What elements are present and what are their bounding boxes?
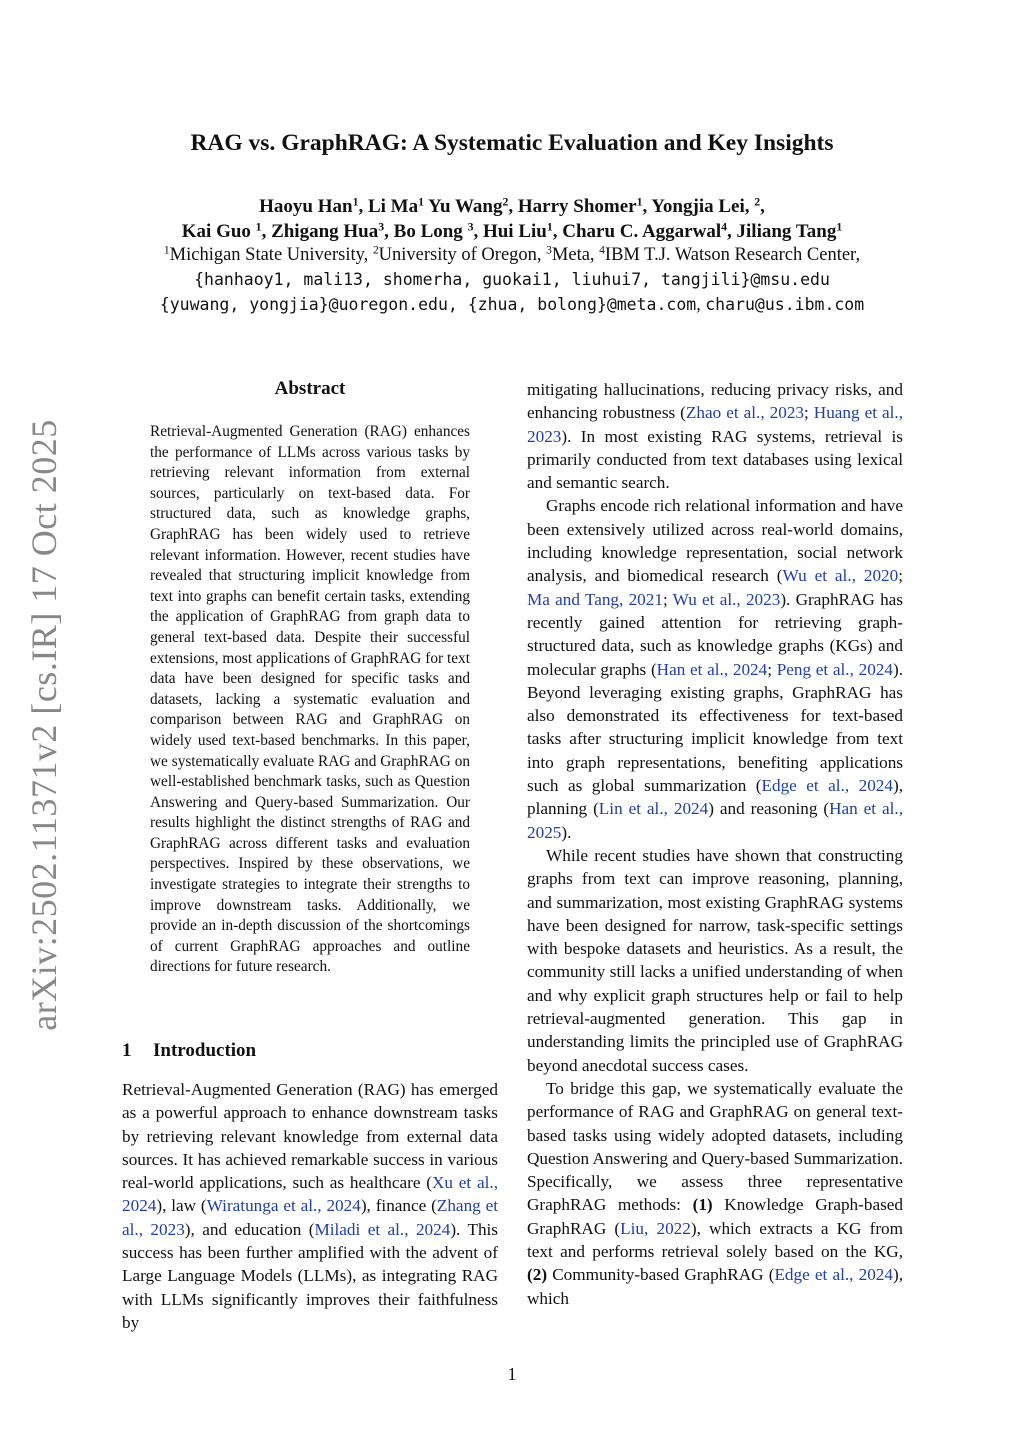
citation-link[interactable]: Wu et al., 2020 [782,566,899,586]
abstract-heading: Abstract [274,378,346,399]
citation-link[interactable]: Huang et al., 2023 [527,403,904,446]
citation-link[interactable]: Miladi et al., 2024 [314,1219,451,1239]
citation-link[interactable]: Zhang et al., 2023 [122,1196,499,1239]
left-column-text [122,1078,498,1334]
author-emails [0,267,1024,317]
abstract-body: Retrieval-Augmented Generation (RAG) enhances the performance of LLMs across various tasks by retrieving relevant information from external sources, particularly on text-based data. For structured data, such as knowledge graphs, GraphRAG has been widely used to retrieve relevant information. However, recent studies have revealed that structuring implicit knowledge from text into graphs can benefit certain tasks, extending the application of GraphRAG from graph data to general text-based data. Despite their successful extensions, most applications of GraphRAG for text data have been designed for specific tasks and datasets, lacking a systematic evaluation and comparison between RAG and GraphRAG on widely used text-based benchmarks. In this paper, we systematically evaluate RAG and GraphRAG on well-established benchmark tasks, such as Question Answering and Query-based Summarization. Our results highlight the distinct strengths of RAG and GraphRAG across different tasks and evaluation perspectives. Inspired by these observations, we investigate strategies to integrate their strengths to improve downstream tasks. Additionally, we provide an in-depth discussion of the shortcomings of current GraphRAG approaches and outline directions for future research. [150,423,470,976]
intro-paragraph-1-continued: mitigating hallucinations, reducing privacy risks, and enhancing robustness (Zhao et al., 2023; Huang et al., 2023). In most existing RAG systems, retrieval is primarily conducted from text databases using lexical and semantic search. [527,380,904,493]
arxiv-sidebar [4,419,84,1031]
author-list [0,194,1024,244]
intro-paragraph-4: To bridge this gap, we systematically evaluate the performance of RAG and GraphRAG on general text-based tasks using widely adopted datasets, including Question Answering and Query-based Summarization. Specifically, we assess three representative GraphRAG methods: (1) Knowledge Graph-based GraphRAG (Liu, 2022), which extracts a KG from text and performs retrieval solely based on the KG, (2) Community-based GraphRAG (Edge et al., 2024), which [527,1078,904,1308]
citation-link[interactable]: Liu, 2022 [620,1218,691,1238]
intro-paragraph-2: Graphs encode rich relational information and have been extensively utilized across real-world domains, including knowledge representation, social network analysis, and biomedical research (Wu et al., 2020; Ma and Tang, 2021; Wu et al., 2023). GraphRAG has recently gained attention for retrieving graph-structured data, such as knowledge graphs (KGs) and molecular graphs (Han et al., 2024; Peng et al., 2024). Beyond leveraging existing graphs, GraphRAG has also demonstrated its effectiveness for text-based tasks after structuring implicit knowledge from text into graph representations, benefiting applications such as global summarization (Edge et al., 2024), planning (Lin et al., 2024) and reasoning (Han et al., 2025). [527,496,904,842]
section-number: 1 [122,1040,132,1061]
section-title: Introduction [153,1040,257,1061]
email-line-2: {yuwang, yongjia}@uoregon.edu, {zhua, bolong}@meta.com, charu@us.ibm.com [159,294,865,314]
page-number: 1 [507,1364,517,1384]
email-line-1: {hanhaoy1, mali13, shomerha, guokai1, liuhui7, tangjili}@msu.edu [194,270,830,289]
intro-paragraph-1: Retrieval-Augmented Generation (RAG) has emerged as a powerful approach to enhance downstream tasks by retrieving relevant knowledge from external data sources. It has achieved remarkable success in various real-world applications, such as healthcare (Xu et al., 2024), law (Wiratunga et al., 2024), finance (Zhang et al., 2023), and education (Miladi et al., 2024). This success has been further amplified with the advent of Large Language Models (LLMs), as integrating RAG with LLMs significantly improves their faithfulness by [122,1080,499,1332]
citation-link[interactable]: Peng et al., 2024 [776,659,893,679]
citation-link[interactable]: Wu et al., 2023 [672,589,781,609]
citation-link[interactable]: Zhao et al., 2023 [685,403,805,423]
intro-paragraph-3: While recent studies have shown that constructing graphs from text can improve reasoning, planning, and summarization, most existing GraphRAG systems have been designed for narrow, task-specific settings with bespoke datasets and heuristics. As a result, the community still lacks a unified understanding of when and why explicit graph structures help or fail to help retrieval-augmented generation. This gap in understanding limits the principled use of GraphRAG beyond anecdotal success cases. [527,845,903,1075]
citation-link[interactable]: Ma and Tang, 2021 [527,589,663,609]
citation-link[interactable]: Xu et al., 2024 [122,1173,498,1216]
author-line-1: Haoyu Han$^1$, Li Ma$^1$ Yu Wang$^2$, Harry Shomer$^1$, Yongjia Lei, $^2$, [259,195,765,217]
section-heading-introduction [122,1040,502,1062]
arxiv-identifier: arXiv:2502.11371v2 [cs.IR] 17 Oct 2025 [24,419,64,1031]
paper-title: RAG vs. GraphRAG: A Systematic Evaluation and Key Insights [190,130,834,156]
citation-link[interactable]: Lin et al., 2024 [598,799,709,819]
citation-link[interactable]: Han et al., 2024 [656,659,768,679]
citation-link[interactable]: Wiratunga et al., 2024 [206,1196,361,1216]
author-line-2: Kai Guo $^1$, Zhigang Hua$^3$, Bo Long $^3$, Hui Liu$^1$, Charu C. Aggarwal$^4$, Jiliang Tang$^1$ [181,220,843,242]
citation-link[interactable]: Edge et al., 2024 [774,1265,893,1285]
right-column-text [527,378,903,1310]
affiliations: $^1$Michigan State University, $^2$University of Oregon, $^3$Meta, $^4$IBM T.J. Watson Research Center, [163,244,861,265]
citation-link[interactable]: Han et al., 2025 [527,799,903,842]
citation-link[interactable]: Edge et al., 2024 [761,776,893,796]
